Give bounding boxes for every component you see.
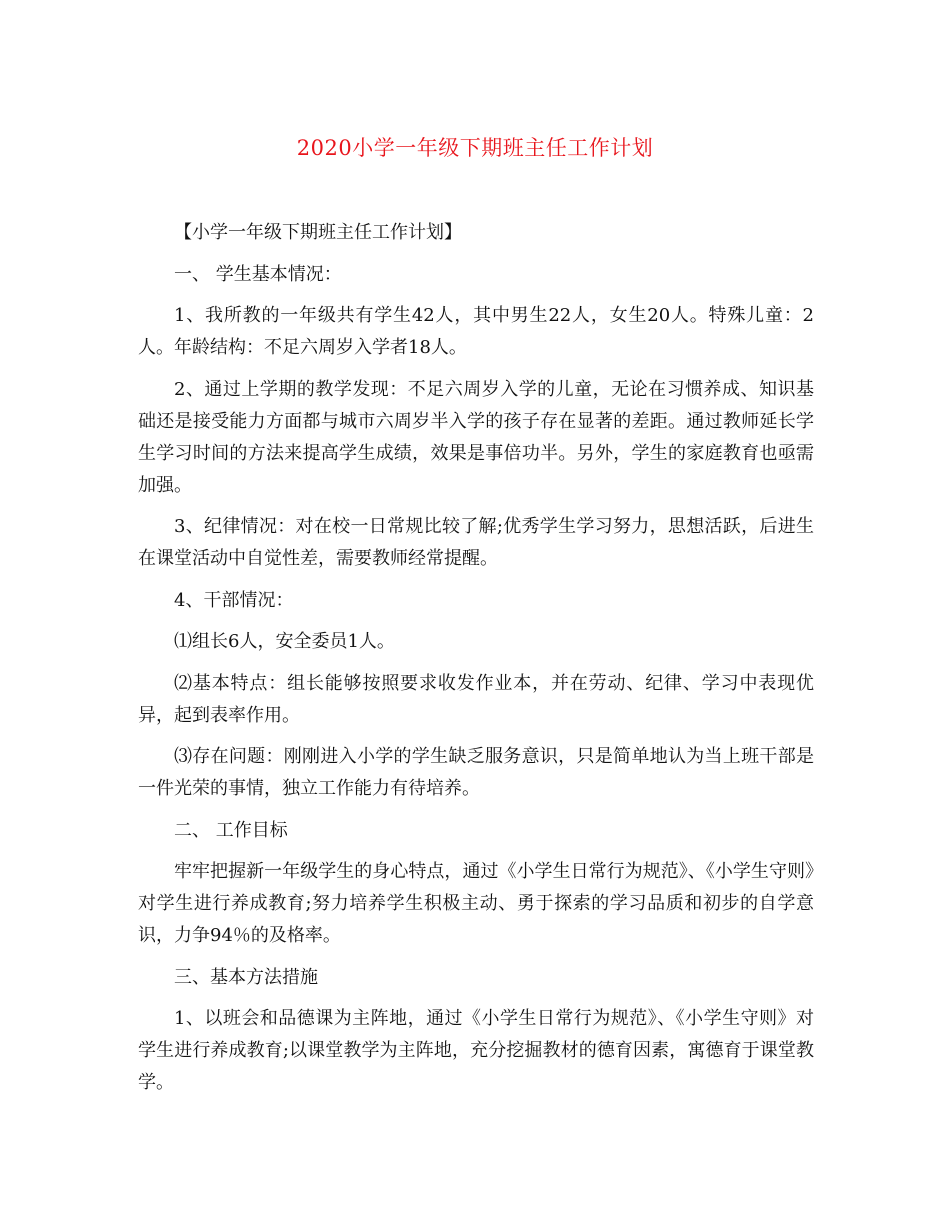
paragraph-work-goals: 牢牢把握新一年级学生的身心特点，通过《小学生日常行为规范》、《小学生守则》对学生进行养成教育;努力培养学生积极主动、勇于探索的学习品质和初步的自学意识，力争94％的及格率。	[138, 861, 814, 946]
heading-methods: 三、基本方法措施	[174, 966, 318, 988]
section-header-bracket: 【小学一年级下期班主任工作计划】	[174, 222, 462, 243]
heading-work-goals: 二、 工作目标	[174, 819, 288, 841]
document-title: 2020小学一年级下期班主任工作计划	[296, 136, 654, 160]
paragraph-method-1: 1、以班会和品德课为主阵地，通过《小学生日常行为规范》、《小学生守则》对学生进行养成教育;以课堂教学为主阵地，充分挖掘教材的德育因素，寓德育于课堂教学。	[138, 1008, 814, 1093]
paragraph-student-count: 1、我所教的一年级共有学生42人，其中男生22人，女生20人。特殊儿童：2人。年龄结构：不足六周岁入学者18人。	[138, 305, 814, 358]
paragraph-cadre-features: ⑵基本特点：组长能够按照要求收发作业本，并在劳动、纪律、学习中表现优异，起到表率作用。	[138, 672, 814, 726]
paragraph-cadre-problems: ⑶存在问题：刚刚进入小学的学生缺乏服务意识，只是简单地认为当上班干部是一件光荣的事情，独立工作能力有待培养。	[138, 746, 814, 799]
heading-cadre-situation: 4、干部情况：	[174, 589, 294, 611]
document-body	[138, 217, 814, 1109]
paragraph-cadre-count: ⑴组长6人，安全委员1人。	[174, 631, 395, 652]
heading-student-situation: 一、 学生基本情况：	[174, 263, 342, 285]
paragraph-teaching-findings: 2、通过上学期的教学发现：不足六周岁入学的儿童，无论在习惯养成、知识基础还是接受能力方面都与城市六周岁半入学的孩子存在显著的差距。通过教师延长学生学习时间的方法来提高学生成绩，效果是事倍功半。另外，学生的家庭教育也亟需加强。	[138, 378, 814, 496]
paragraph-discipline: 3、纪律情况：对在校一日常规比较了解;优秀学生学习努力，思想活跃，后进生在课堂活动中自觉性差，需要教师经常提醒。	[138, 516, 814, 569]
